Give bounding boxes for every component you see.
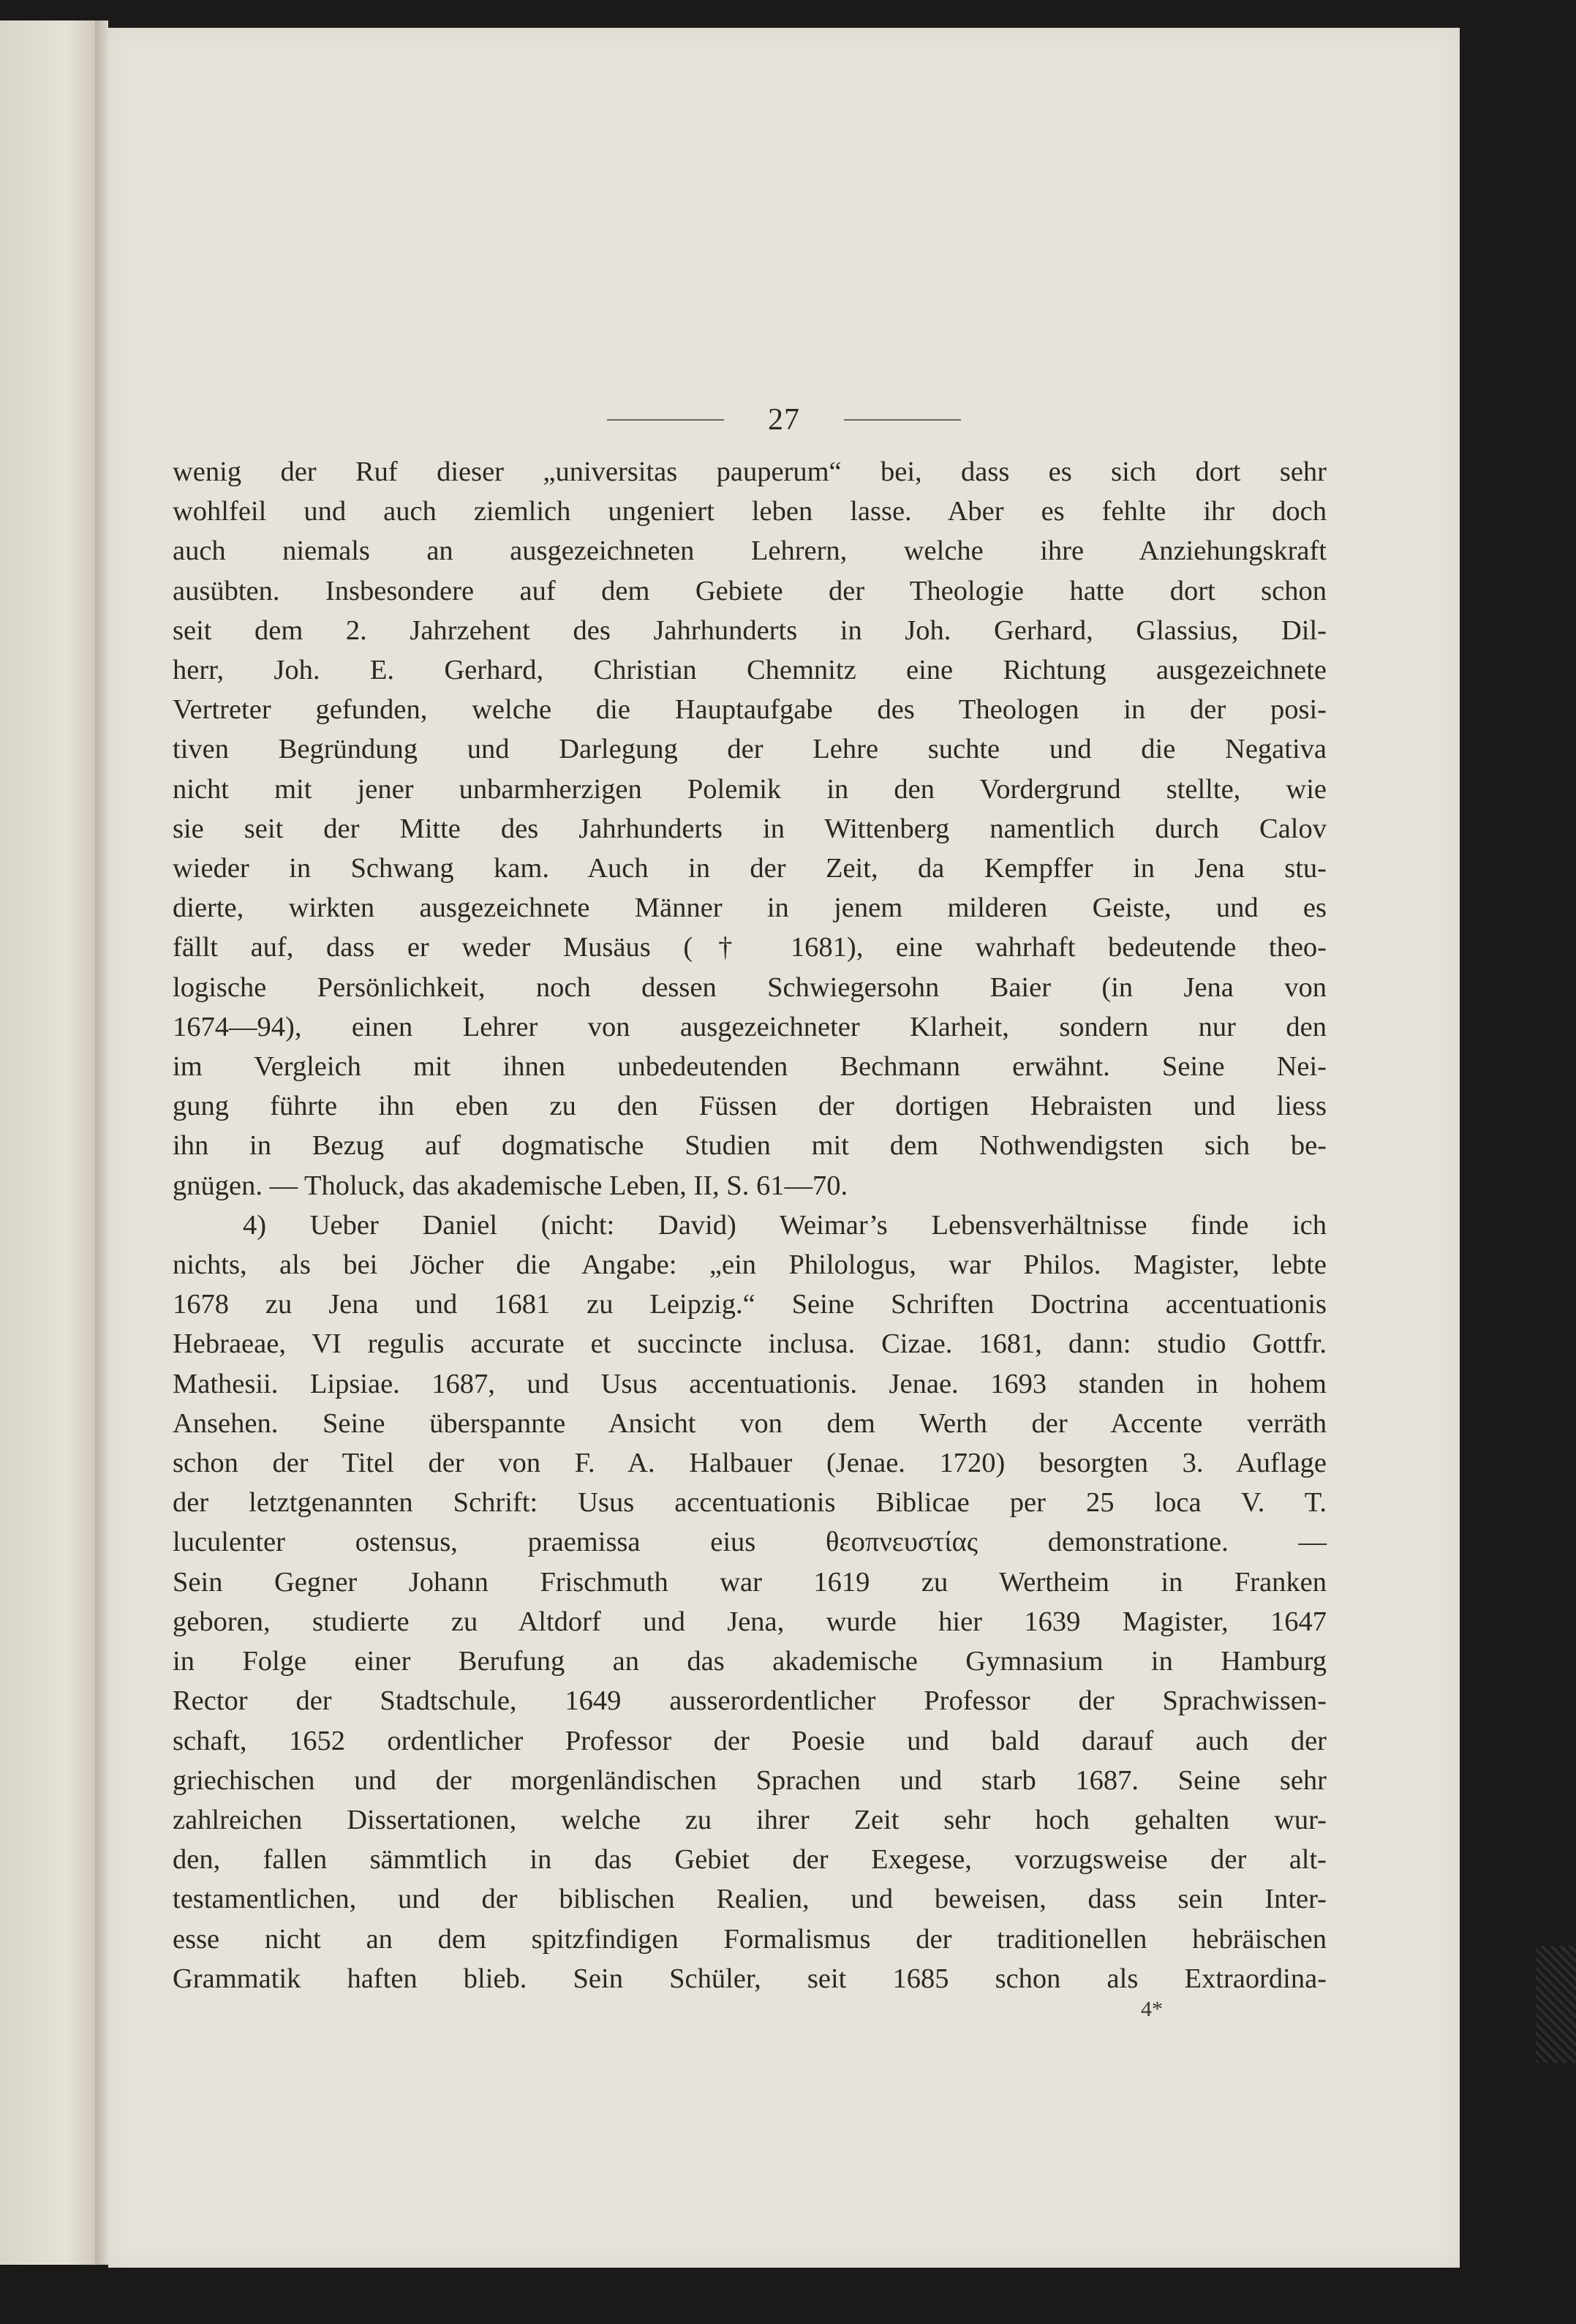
text-line: ihn in Bezug auf dogmatische Studien mit dem Nothwendigsten sich be- [173,1130,1327,1162]
text-line: esse nicht an dem spitzfindigen Formalismus der traditionellen hebräischen [173,1923,1327,1955]
text-line: Mathesii. Lipsiae. 1687, und Usus accentuationis. Jenae. 1693 standen in hohem [173,1368,1327,1399]
text-line: den, fallen sämmtlich in das Gebiet der Exegese, vorzugsweise der alt- [173,1844,1327,1876]
scan-edge-artifact [1536,1946,1576,2063]
text-line: 1674—94), einen Lehrer von ausgezeichneter Klarheit, sondern nur den [173,1011,1327,1042]
text-line: ausübten. Insbesondere auf dem Gebiete der Theologie hatte dort schon [173,575,1327,606]
text-line: griechischen und der morgenländischen Sprachen und starb 1687. Seine sehr [173,1764,1327,1796]
text-line: Sein Gegner Johann Frischmuth war 1619 zu Wertheim in Franken [173,1566,1327,1598]
text-line: gnügen. — Tholuck, das akademische Leben, II, S. 61—70. [173,1170,848,1201]
text-line: testamentlichen, und der biblischen Realien, und beweisen, dass sein Inter- [173,1884,1327,1915]
text-line: fällt auf, dass er weder Musäus († 1681), eine wahrhaft bedeutende theo- [173,932,1327,963]
text-line: wenig der Ruf dieser „universitas pauperum“ bei, dass es sich dort sehr [173,456,1327,487]
text-line: auch niemals an ausgezeichneten Lehrern, welche ihre Anziehungskraft [173,535,1327,567]
text-line: schon der Titel der von F. A. Halbauer (Jenae. 1720) besorgten 3. Auflage [173,1448,1327,1479]
page-header [108,402,1460,437]
text-line: geboren, studierte zu Altdorf und Jena, wurde hier 1639 Magister, 1647 [173,1606,1327,1637]
header-rule-right [844,419,961,421]
page-number: 27 [768,403,800,437]
text-line: Vertreter gefunden, welche die Hauptaufgabe des Theologen in der posi- [173,694,1327,726]
text-line: wieder in Schwang kam. Auch in der Zeit, da Kempffer in Jena stu- [173,853,1327,884]
body-text [173,452,1327,1998]
text-line: nichts, als bei Jöcher die Angabe: „ein Philologus, war Philos. Magister, lebte [173,1249,1327,1281]
text-line: seit dem 2. Jahrzehent des Jahrhunderts in Joh. Gerhard, Glassius, Dil- [173,614,1327,646]
text-line: schaft, 1652 ordentlicher Professor der Poesie und bald darauf auch der [173,1725,1327,1756]
text-line: wohlfeil und auch ziemlich ungeniert leben lasse. Aber es fehlte ihr doch [173,496,1327,527]
text-line: luculenter ostensus, praemissa eius θεοπνευστίας demonstratione. — [173,1527,1327,1558]
text-line: logische Persönlichkeit, noch dessen Schwiegersohn Baier (in Jena von [173,971,1327,1003]
text-line: tiven Begründung und Darlegung der Lehre suchte und die Negativa [173,734,1327,765]
text-line: 4) Ueber Daniel (nicht: David) Weimar’s Lebensverhältnisse finde ich [243,1209,1327,1241]
text-line: in Folge einer Berufung an das akademische Gymnasium in Hamburg [173,1646,1327,1677]
book-gutter [95,20,108,2265]
text-line: gung führte ihn eben zu den Füssen der dortigen Hebraisten und liess [173,1091,1327,1122]
text-line: nicht mit jener unbarmherzigen Polemik in den Vordergrund stellte, wie [173,773,1327,805]
text-line: der letztgenannten Schrift: Usus accentuationis Biblicae per 25 loca V. T. [173,1487,1327,1519]
text-line: Ansehen. Seine überspannte Ansicht von dem Werth der Accente verräth [173,1407,1327,1439]
text-line: dierte, wirkten ausgezeichnete Männer in jenem milderen Geiste, und es [173,892,1327,924]
text-line: sie seit der Mitte des Jahrhunderts in Wittenberg namentlich durch Calov [173,813,1327,844]
facing-page-edge [0,20,95,2265]
text-line: 1678 zu Jena und 1681 zu Leipzig.“ Seine Schriften Doctrina accentuationis [173,1289,1327,1320]
text-line: herr, Joh. E. Gerhard, Christian Chemnitz eine Richtung ausgezeichnete [173,655,1327,686]
text-line: Rector der Stadtschule, 1649 ausserordentlicher Professor der Sprachwissen- [173,1685,1327,1717]
text-line: im Vergleich mit ihnen unbedeutenden Bechmann erwähnt. Seine Nei- [173,1051,1327,1083]
text-line: Grammatik haften blieb. Sein Schüler, seit 1685 schon als Extraordina- [173,1963,1327,1994]
text-line: Hebraeae, VI regulis accurate et succincte inclusa. Cizae. 1681, dann: studio Gottfr. [173,1328,1327,1360]
header-rule-left [607,419,724,421]
text-line: zahlreichen Dissertationen, welche zu ihrer Zeit sehr hoch gehalten wur- [173,1804,1327,1835]
signature-mark: 4* [1141,1997,1163,2021]
